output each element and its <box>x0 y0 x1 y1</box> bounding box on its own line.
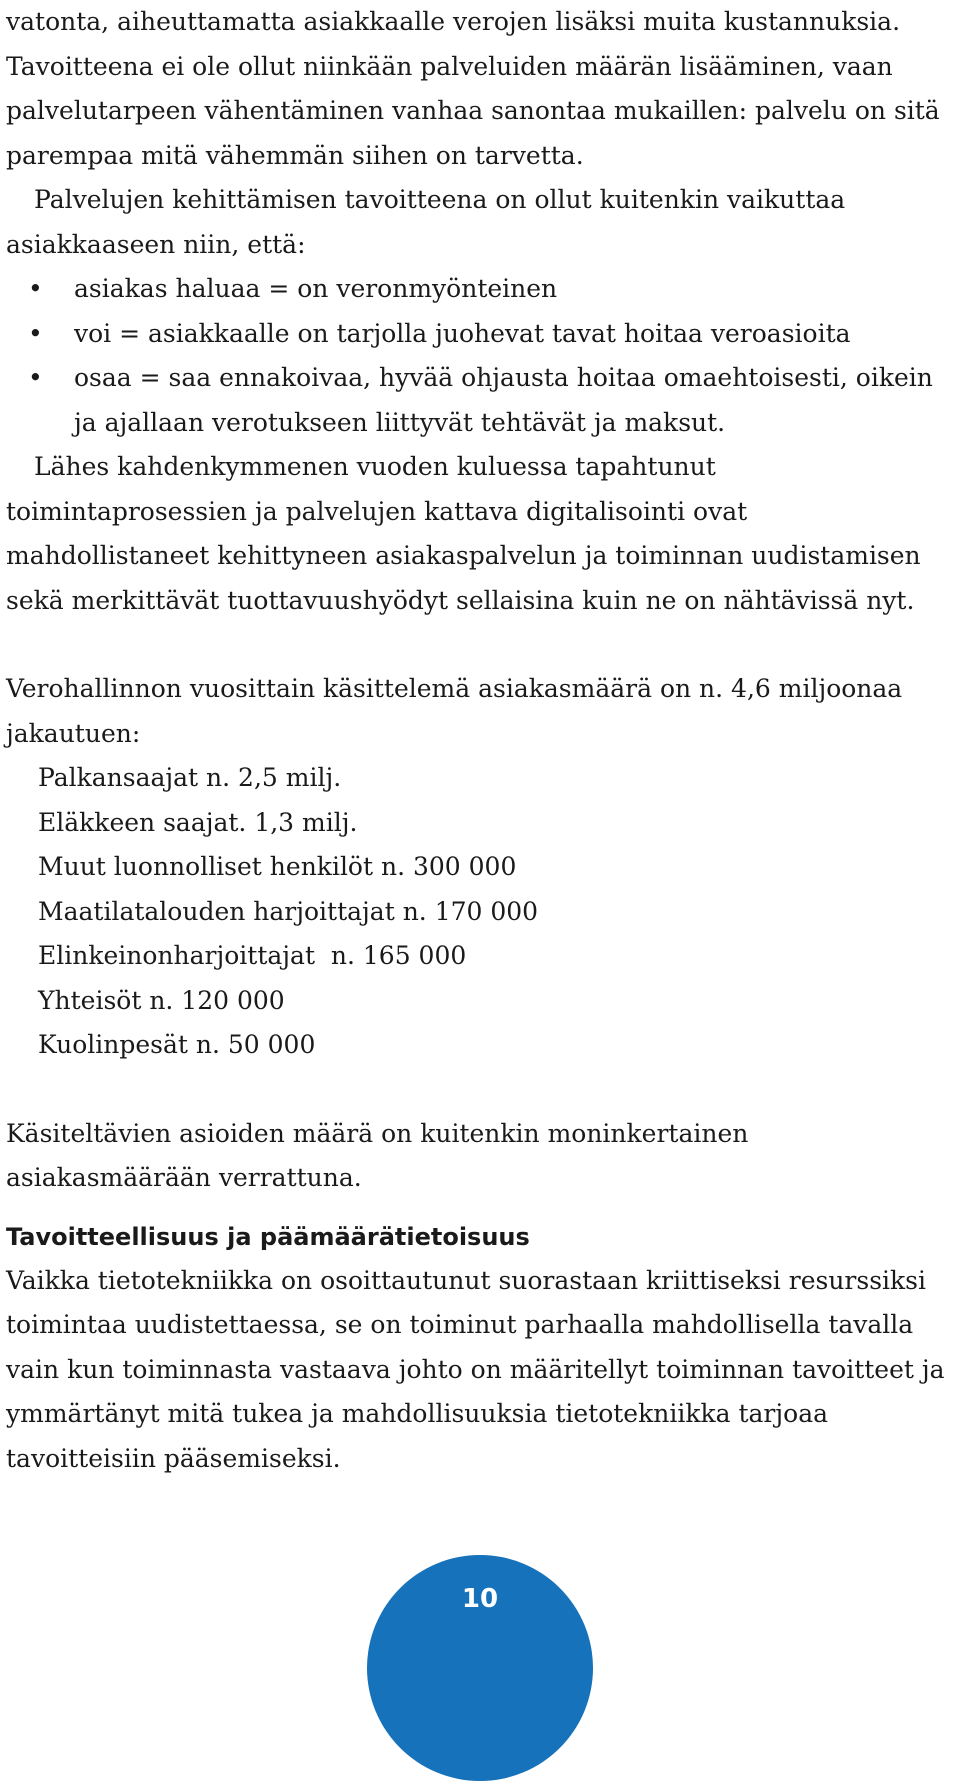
goal-bullet-list <box>6 267 956 445</box>
bullet-icon: • <box>28 363 43 392</box>
page-number: 10 <box>461 1584 499 1614</box>
bullet-text: voi = asiakkaalle on tarjolla juohevat tavat hoitaa veroasioita <box>74 318 851 348</box>
customer-group-list <box>6 756 956 1068</box>
list-item: Yhteisöt n. 120 000 <box>38 985 285 1015</box>
paragraph-digitalisation: Lähes kahdenkymmenen vuoden kuluessa tapahtunut toimintaprosessien ja palvelujen kattava digitalisointi ovat mahdollistaneet kehittyneen asiakaspalvelun ja toiminnan uudistamisen sekä merkittävät tuottavuushyödyt sellaisina kuin ne on nähtävissä nyt. <box>6 452 921 615</box>
paragraph-it-role: Vaikka tietotekniikka on osoittautunut suorastaan kriittiseksi resurssiksi toimintaa uudistettaessa, se on toiminut parhaalla mahdollisella tavalla vain kun toiminnasta vastaava johto on määritellyt toiminnan tavoitteet ja ymmärtänyt mitä tukea ja mahdollisuuksia tietotekniikka tarjoaa tavoitteisiin pääsemiseksi. <box>6 1265 945 1473</box>
bullet-icon: • <box>28 274 43 303</box>
list-item: Maatilatalouden harjoittajat n. 170 000 <box>38 896 539 926</box>
bullet-icon: • <box>28 318 43 348</box>
bullet-text: osaa = saa ennakoivaa, hyvää ohjausta hoitaa omaehtoisesti, oikein ja ajallaan verotukseen liittyvät tehtävät ja maksut. <box>74 363 933 437</box>
document-page <box>6 0 956 1481</box>
list-item <box>6 312 956 357</box>
paragraph-cases: Käsiteltävien asioiden määrä on kuitenkin moninkertainen asiakasmäärään verrattuna. <box>6 1118 749 1192</box>
bullet-text: asiakas haluaa = on veronmyönteinen <box>74 274 558 303</box>
list-item: Palkansaajat n. 2,5 milj. <box>38 763 342 792</box>
list-item: Kuolinpesät n. 50 000 <box>38 1030 316 1059</box>
spacer <box>6 623 956 667</box>
spacer <box>6 1068 956 1112</box>
paragraph-customers-lead: Verohallinnon vuosittain käsittelemä asiakasmäärä on n. 4,6 miljoonaa jakautuen: <box>6 674 903 748</box>
list-item <box>6 267 956 312</box>
list-item <box>6 356 956 445</box>
list-item: Eläkkeen saajat. 1,3 milj. <box>38 807 358 837</box>
list-item: Elinkeinonharjoittajat n. 165 000 <box>38 941 467 970</box>
paragraph-intro: vatonta, aiheuttamatta asiakkaalle verojen lisäksi muita kustannuksia. Tavoitteena ei ole ollut niinkään palveluiden määrän lisääminen, vaan palvelutarpeen vähentäminen vanhaa sanontaa mukaillen: palvelu on sitä parempaa mitä vähemmän siihen on tarvetta. <box>6 7 940 170</box>
paragraph-goal-lead: Palvelujen kehittämisen tavoitteena on ollut kuitenkin vaikuttaa asiakkaaseen niin, että: <box>6 185 846 259</box>
list-item: Muut luonnolliset henkilöt n. 300 000 <box>38 852 517 881</box>
section-heading: Tavoitteellisuus ja päämäärätietoisuus <box>6 1222 530 1251</box>
